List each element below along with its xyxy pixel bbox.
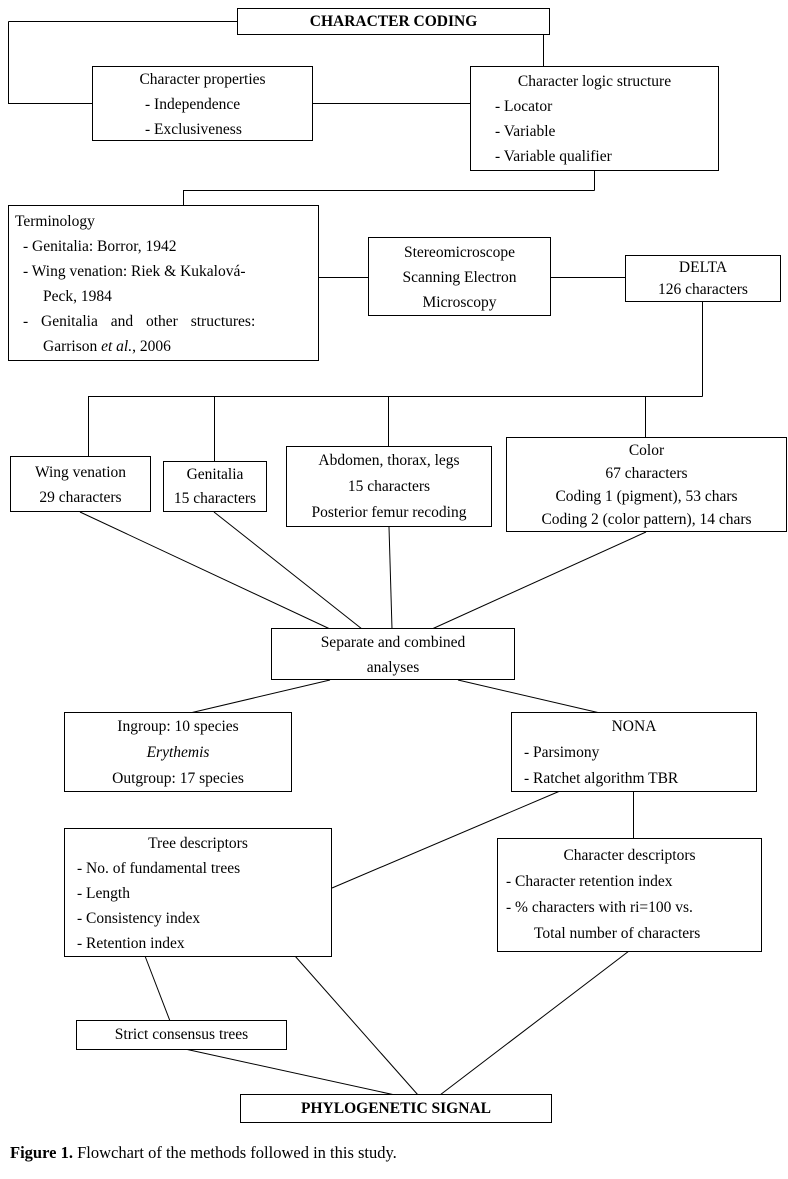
node-microscopy-line: Stereomicroscope	[403, 244, 516, 261]
node-genitalia	[163, 461, 267, 512]
node-tree-descriptors	[64, 828, 332, 957]
node-analyses-line: Separate and combined	[320, 634, 466, 651]
node-character-descriptors-item: - % characters with ri=100 vs.	[506, 899, 693, 916]
figure-caption-text: Flowchart of the methods followed in this study.	[72, 1143, 397, 1162]
node-terminology-item: Peck, 1984	[43, 288, 112, 305]
figure-caption-number: Figure 1.	[10, 1143, 73, 1162]
node-genitalia-line: 15 characters	[173, 490, 257, 507]
node-strict-consensus	[76, 1020, 287, 1050]
edge	[458, 680, 600, 713]
node-character-coding	[237, 8, 550, 35]
node-nona-item: - Ratchet algorithm TBR	[524, 770, 679, 787]
node-color-line: Color	[628, 442, 665, 459]
node-nona	[511, 712, 757, 792]
node-tree-descriptors-item: - No. of fundamental trees	[77, 860, 241, 877]
node-tree-descriptors-item: - Retention index	[77, 935, 185, 952]
terminology-citation-etal: et al.	[101, 338, 133, 355]
edge	[214, 512, 362, 629]
edge	[389, 527, 392, 629]
terminology-citation-suffix: , 2006	[132, 338, 171, 355]
node-terminology-item: - Wing venation: Riek & Kukalová-	[23, 263, 246, 280]
node-character-descriptors-item: Total number of characters	[534, 925, 701, 942]
figure-caption	[10, 1143, 397, 1163]
node-color-line: 67 characters	[605, 465, 688, 482]
node-microscopy-line: Microscopy	[422, 294, 497, 311]
edge	[440, 951, 629, 1095]
node-wing-venation	[10, 456, 151, 512]
node-terminology-item: - Genitalia: Borror, 1942	[23, 238, 177, 255]
node-wing-venation-line: 29 characters	[39, 489, 122, 506]
node-character-descriptors-item: - Character retention index	[506, 873, 673, 890]
node-terminology	[8, 205, 319, 361]
node-character-coding-label: CHARACTER CODING	[309, 13, 478, 30]
node-phylogenetic-signal	[240, 1094, 552, 1123]
node-analyses	[271, 628, 515, 680]
edge	[80, 512, 330, 629]
node-ingroup	[64, 712, 292, 792]
node-delta-line: DELTA	[678, 259, 728, 276]
node-terminology-item	[9, 334, 318, 359]
node-delta-line: 126 characters	[658, 281, 748, 298]
node-character-logic-title: Character logic structure	[517, 73, 672, 90]
node-delta	[625, 255, 781, 302]
node-tree-descriptors-item: - Consistency index	[77, 910, 201, 927]
node-abdomen	[286, 446, 492, 527]
node-terminology-item: - Genitalia and other structures:	[23, 313, 256, 330]
node-abdomen-line: Posterior femur recoding	[311, 504, 467, 521]
node-ingroup-line: Ingroup: 10 species	[117, 718, 239, 735]
edge	[295, 956, 418, 1095]
terminology-citation-prefix: Garrison	[43, 338, 102, 355]
node-tree-descriptors-item: - Length	[77, 885, 130, 902]
node-microscopy	[368, 237, 551, 316]
node-color-line: Coding 1 (pigment), 53 chars	[555, 488, 738, 505]
node-analyses-line: analyses	[366, 659, 420, 676]
node-strict-consensus-label: Strict consensus trees	[114, 1026, 249, 1043]
node-color	[506, 437, 787, 532]
node-ingroup-line: Outgroup: 17 species	[112, 770, 244, 787]
node-nona-title: NONA	[611, 718, 657, 735]
edge	[185, 1049, 395, 1095]
node-character-descriptors-title: Character descriptors	[563, 847, 696, 864]
node-character-properties-item: - Independence	[145, 96, 241, 113]
ingroup-genus-italic: Erythemis	[146, 744, 210, 761]
node-character-logic	[470, 66, 719, 171]
node-character-logic-item: - Variable	[495, 123, 556, 140]
node-genitalia-line: Genitalia	[186, 466, 244, 483]
node-nona-item: - Parsimony	[524, 744, 600, 761]
node-character-descriptors	[497, 838, 762, 952]
node-character-properties-title: Character properties	[139, 71, 266, 88]
edge	[190, 680, 330, 713]
node-character-properties	[92, 66, 313, 141]
node-abdomen-line: 15 characters	[347, 478, 431, 495]
node-phylogenetic-signal-label: PHYLOGENETIC SIGNAL	[301, 1100, 491, 1117]
node-ingroup-line	[65, 740, 291, 766]
edge	[145, 956, 170, 1021]
node-microscopy-line: Scanning Electron	[402, 269, 517, 286]
node-character-logic-item: - Locator	[495, 98, 553, 115]
node-character-properties-item: - Exclusiveness	[145, 121, 242, 138]
node-character-logic-item: - Variable qualifier	[495, 148, 612, 165]
node-abdomen-line: Abdomen, thorax, legs	[318, 452, 460, 469]
node-tree-descriptors-title: Tree descriptors	[148, 835, 248, 852]
node-wing-venation-line: Wing venation	[34, 464, 127, 481]
node-color-line: Coding 2 (color pattern), 14 chars	[541, 511, 752, 528]
node-terminology-title: Terminology	[15, 213, 95, 230]
edge	[432, 532, 646, 629]
